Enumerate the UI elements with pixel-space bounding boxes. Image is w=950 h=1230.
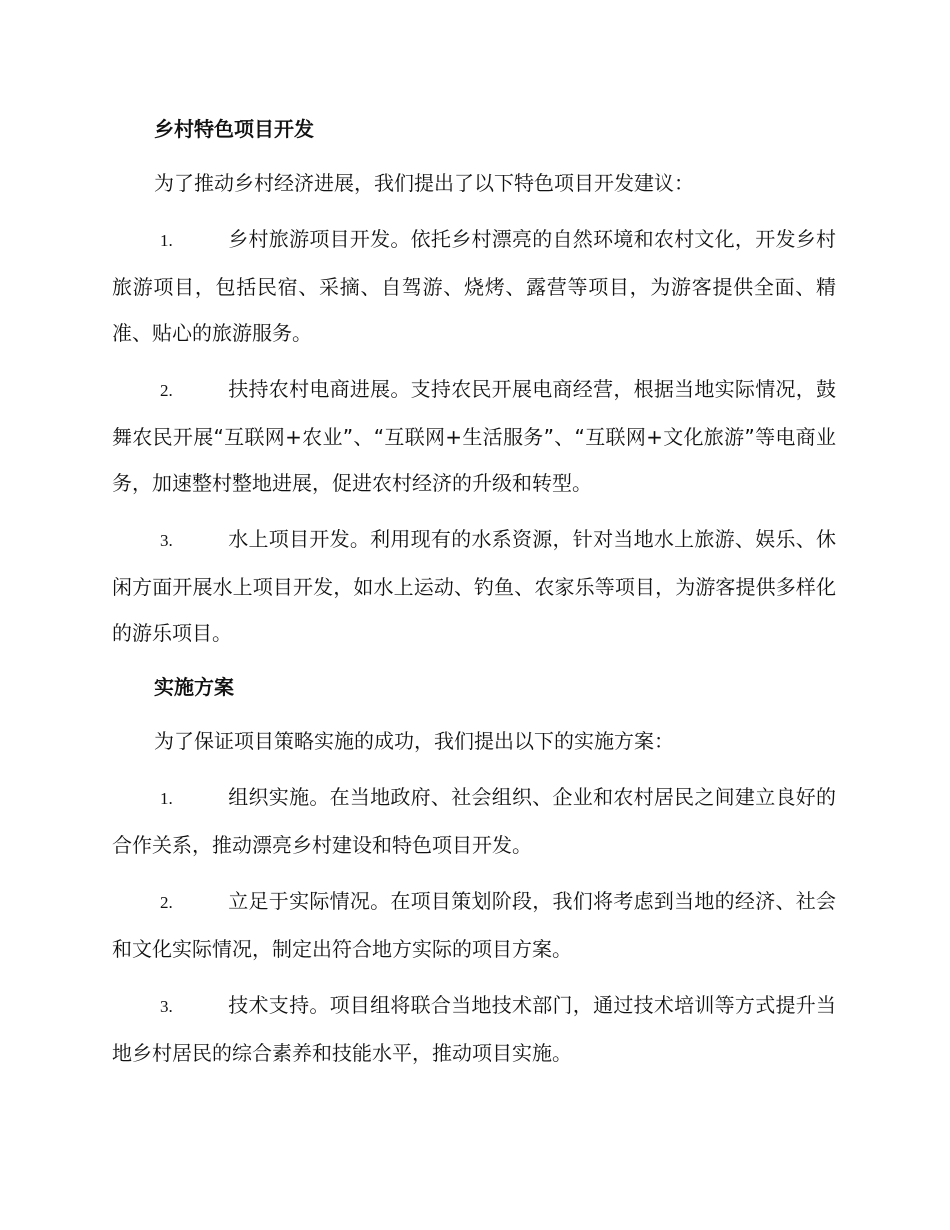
list-item-number: 1.	[160, 789, 173, 808]
list-item	[112, 878, 836, 972]
list-item-text: 水上项目开发。利用现有的水系资源，针对当地水上旅游、娱乐、休闲方面开展水上项目开发，如水上运动、钓鱼、农家乐等项目，为游客提供多样化的游乐项目。	[112, 527, 836, 645]
section-implementation-plan	[112, 666, 836, 1076]
list-item-number: 3.	[160, 997, 173, 1016]
section-heading: 乡村特色项目开发	[154, 117, 314, 141]
list-item-number: 2.	[160, 381, 173, 400]
section-heading: 实施方案	[154, 675, 234, 699]
list-item-text: 乡村旅游项目开发。依托乡村漂亮的自然环境和农村文化，开发乡村旅游项目，包括民宿、采摘、自驾游、烧烤、露营等项目，为游客提供全面、精准、贴心的旅游服务。	[112, 227, 836, 345]
list-item-number: 3.	[160, 531, 173, 550]
list-item-number: 2.	[160, 893, 173, 912]
list-item-text: 立足于实际情况。在项目策划阶段，我们将考虑到当地的经济、社会和文化实际情况，制定出符合地方实际的项目方案。	[112, 889, 836, 961]
list-item-text: 组织实施。在当地政府、社会组织、企业和农村居民之间建立良好的合作关系，推动漂亮乡村建设和特色项目开发。	[112, 785, 836, 857]
list-item	[112, 774, 836, 868]
list-item-number: 1.	[160, 231, 173, 250]
section-intro: 为了推动乡村经济进展，我们提出了以下特色项目开发建议：	[154, 171, 694, 195]
list-item	[112, 982, 836, 1076]
list-item-text: 技术支持。项目组将联合当地技术部门，通过技术培训等方式提升当地乡村居民的综合素养和技能水平，推动项目实施。	[112, 993, 836, 1065]
list-item	[112, 366, 836, 506]
list-item	[112, 216, 836, 356]
list-item-text: 扶持农村电商进展。支持农民开展电商经营，根据当地实际情况，鼓舞农民开展“互联网+农业”、“互联网+生活服务”、“互联网+文化旅游”等电商业务，加速整村整地进展，促进农村经济的升级和转型。	[112, 377, 836, 495]
list-item	[112, 516, 836, 656]
section-rural-projects	[112, 108, 836, 656]
section-intro: 为了保证项目策略实施的成功，我们提出以下的实施方案：	[154, 729, 674, 753]
document-body	[112, 108, 836, 1086]
